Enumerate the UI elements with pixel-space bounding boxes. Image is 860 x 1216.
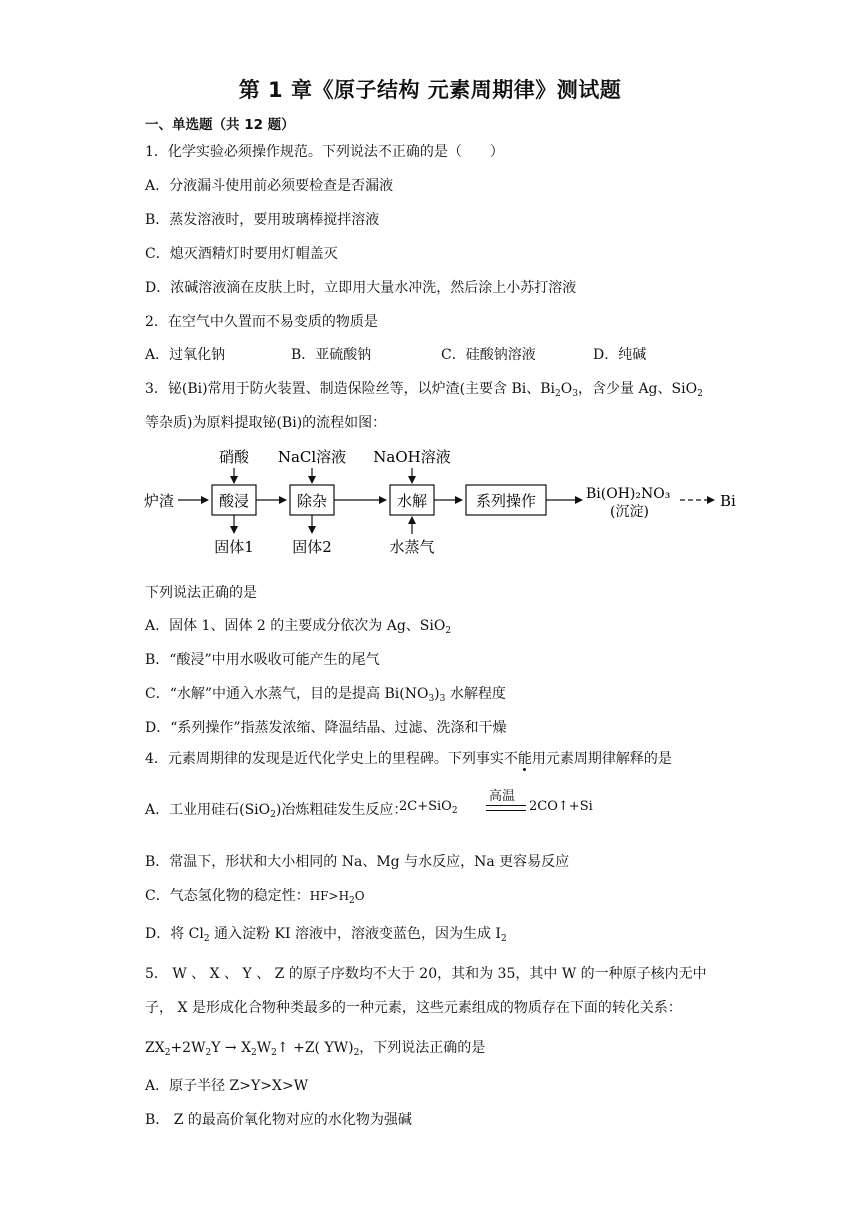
q4-option-c: C．气态氢化物的稳定性：$HF>H_2O$ bbox=[145, 888, 365, 906]
section-heading: 一、单选题（共 12 题） bbox=[145, 117, 295, 133]
flow-input-nitric-acid: 硝酸 bbox=[218, 448, 250, 466]
flow-product-label: Bi(OH)₂NO₃ bbox=[586, 486, 671, 502]
flow-input-naoh: NaOH溶液 bbox=[373, 448, 451, 466]
flow-start-label: 炉渣 bbox=[144, 492, 175, 510]
flow-product-note: (沉淀) bbox=[610, 504, 649, 520]
q3-option-c: C．“水解”中通入水蒸气，目的是提高 $Bi(NO_3)_3$ 水解程度 bbox=[145, 686, 506, 704]
q4-eq-left: 2C+SiO$_2$ bbox=[399, 799, 458, 816]
q1-option-c: C．熄灭酒精灯时要用灯帽盖灭 bbox=[145, 246, 338, 262]
q3-stem-line2: 等杂质)为原料提取铋(Bi)的流程如图： bbox=[145, 415, 387, 431]
q2-option-d: D．纯碱 bbox=[593, 347, 647, 363]
flow-output-solid1: 固体1 bbox=[214, 538, 254, 556]
flow-box-label: 酸浸 bbox=[218, 492, 250, 510]
q2-options bbox=[145, 344, 685, 364]
q4-option-a: A．工业用硅石(SiO$_2$)冶炼粗硅发生反应： bbox=[145, 802, 408, 820]
q3-stem-line1: 3．铋(Bi)常用于防火装置、制造保险丝等，以炉渣(主要含 Bi、$Bi_2O_3$，含少量 Ag、SiO$_2$ bbox=[145, 381, 703, 399]
q4-stem: 4．元素周期律的发现是近代化学史上的里程碑。下列事实不能用元素周期律解释的是 bbox=[145, 751, 672, 767]
q5-stem-line1: 5． W 、 X 、 Y 、 Z 的原子序数均不大于 20，其和为 35，其中 W 的一种原子核内无中 bbox=[145, 966, 707, 982]
q2-option-c: C．硅酸钠溶液 bbox=[441, 347, 536, 363]
q5-option-a: A．原子半径 Z>Y>X>W bbox=[145, 1078, 309, 1094]
flow-output-solid2: 固体2 bbox=[292, 538, 332, 556]
q4-eq-double-line bbox=[486, 805, 526, 811]
q5-option-b: B． Z 的最高价氧化物对应的水化物为强碱 bbox=[145, 1112, 412, 1128]
q5-stem-line2: 子， X 是形成化合物种类最多的一种元素，这些元素组成的物质存在下面的转化关系： bbox=[145, 1000, 682, 1016]
emphasis-dot: 能 bbox=[517, 751, 532, 767]
q3-option-d: D．“系列操作”指蒸发浓缩、降温结晶、过滤、洗涤和干燥 bbox=[145, 720, 507, 736]
q3-flow-diagram bbox=[140, 440, 760, 565]
flow-box-label: 水解 bbox=[396, 492, 428, 510]
q1-option-a: A．分液漏斗使用前必须要检查是否漏液 bbox=[145, 178, 394, 194]
q3-option-b: B．“酸浸”中用水吸收可能产生的尾气 bbox=[145, 652, 380, 668]
q4-option-b: B．常温下，形状和大小相同的 Na、Mg 与水反应，Na 更容易反应 bbox=[145, 854, 570, 870]
q5-equation: $ZX_2+2W_2Y$ → $X_2W_2↑ +Z$( $YW)_2$，下列说法正确的是 bbox=[145, 1040, 486, 1058]
q4-option-d: D．将 $Cl_2$ 通入淀粉 KI 溶液中，溶液变蓝色，因为生成 $I_2$ bbox=[145, 926, 507, 944]
gas-up-arrow-icon: ↑ bbox=[557, 799, 569, 814]
q4-eq-right: 2CO↑+Si bbox=[529, 799, 593, 814]
flow-input-steam: 水蒸气 bbox=[389, 538, 435, 556]
flow-input-nacl: NaCl溶液 bbox=[277, 448, 347, 466]
page-title: 第 1 章《原子结构 元素周期律》测试题 bbox=[238, 78, 622, 102]
flow-box-label: 系列操作 bbox=[475, 492, 537, 510]
q4-eq-condition: 高温 bbox=[489, 789, 516, 804]
flow-final-label: Bi bbox=[720, 492, 736, 510]
q1-stem: 1．化学实验必须操作规范。下列说法不正确的是（ ） bbox=[145, 144, 504, 160]
q1-option-d: D．浓碱溶液滴在皮肤上时，立即用大量水冲洗，然后涂上小苏打溶液 bbox=[145, 280, 577, 296]
q2-option-b: B．亚硫酸钠 bbox=[291, 347, 372, 363]
q3-option-a: A．固体 1、固体 2 的主要成分依次为 Ag、SiO$_2$ bbox=[145, 618, 452, 636]
q3-question: 下列说法正确的是 bbox=[145, 585, 257, 601]
q1-option-b: B．蒸发溶液时，要用玻璃棒搅拌溶液 bbox=[145, 212, 380, 228]
q2-stem: 2．在空气中久置而不易变质的物质是 bbox=[145, 314, 378, 330]
q2-option-a: A．过氧化钠 bbox=[145, 347, 226, 363]
flow-box-label: 除杂 bbox=[296, 492, 328, 510]
